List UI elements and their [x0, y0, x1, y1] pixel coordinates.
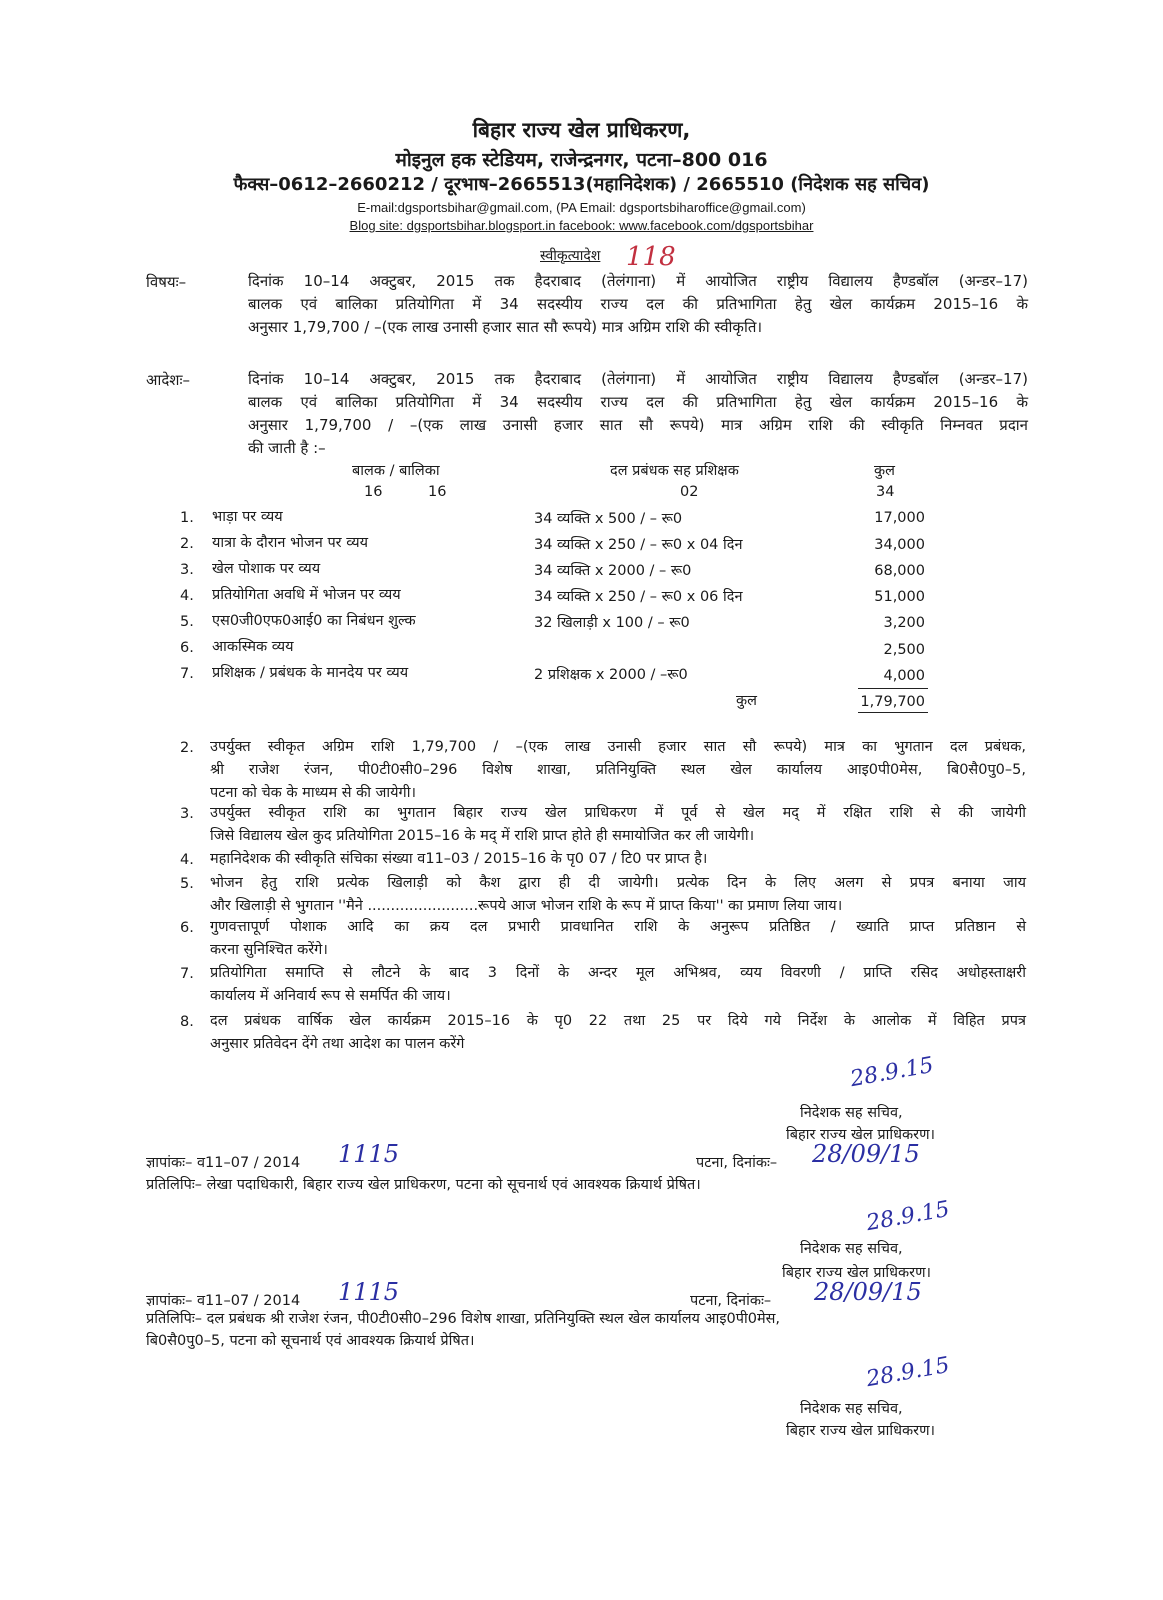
point-text [210, 962, 1026, 1008]
row-number: 7. [180, 666, 194, 682]
team-col-players: बालक / बालिका [352, 463, 440, 479]
point-line: भोजन हेतु राशि प्रत्येक खिलाड़ी को कैश द्वारा ही दी जायेगी। प्रत्येक दिन के लिए अलग से प्रपत्र बनाया जाय [210, 875, 1026, 891]
row-number: 5. [180, 614, 194, 630]
row-amount: 4,000 [883, 668, 925, 684]
memo1-copy: प्रतिलिपिः– लेखा पदाधिकारी, बिहार राज्य खेल प्राधिकरण, पटना को सूचनार्थ एवं आवश्यक क्रियार्थ प्रेषित। [146, 1177, 701, 1193]
team-girls: 16 [428, 484, 447, 500]
point-line: पटना को चेक के माध्यम से की जायेगी। [210, 785, 416, 801]
team-staff: 02 [680, 484, 699, 500]
point-line: प्रतियोगिता समाप्ति से लौटने के बाद 3 दिनों के अन्दर मूल अभिश्रव, व्यय विवरणी / प्राप्ति रसिद अधोहस्ताक्षरी [210, 965, 1026, 981]
point-number: 8. [180, 1014, 194, 1030]
row-label: भाड़ा पर व्यय [212, 509, 283, 525]
row-number: 6. [180, 640, 194, 656]
row-amount: 17,000 [874, 510, 925, 526]
row-label: प्रशिक्षक / प्रबंधक के मानदेय पर व्यय [212, 665, 409, 681]
point-number: 6. [180, 920, 194, 936]
memo2-place-date: पटना, दिनांकः– [690, 1293, 772, 1309]
total-label: कुल [736, 693, 757, 709]
header-web: Blog site: dgsportsbihar.blogsport.in facebook: www.facebook.com/dgsportsbihar [349, 218, 814, 233]
row-amount: 3,200 [883, 615, 925, 631]
memo2-copy-line2: बि0सै0पु0–5, पटना को सूचनार्थ एवं आवश्यक क्रियार्थ प्रेषित। [146, 1333, 475, 1349]
point-line: दल प्रबंधक वार्षिक खेल कार्यक्रम 2015–16 के पृ0 22 तथा 25 पर दिये गये निर्देश के आलोक में विहित प्रपत्र [210, 1013, 1026, 1029]
row-amount: 34,000 [874, 537, 925, 553]
header-contact: फैक्स–0612–2660212 / दूरभाष–2665513(महानिदेशक) / 2665510 (निदेशक सह सचिव) [233, 174, 930, 195]
point-number: 7. [180, 966, 194, 982]
signatory-designation: निदेशक सह सचिव, [800, 1401, 903, 1417]
memo1-ref-number: 1115 [338, 1140, 400, 1168]
header-email: E-mail:dgsportsbihar@gmail.com, (PA Email: dgsportsbiharoffice@gmail.com) [357, 200, 806, 215]
signature-initials: 28.9.15 [864, 1352, 952, 1393]
team-col-total: कुल [874, 463, 895, 479]
point-text [210, 872, 1026, 918]
row-calc: 34 व्यक्ति x 250 / – रू0 x 04 दिन [534, 537, 743, 553]
order-number: 118 [626, 242, 676, 272]
subject-line: दिनांक 10–14 अक्टुबर, 2015 तक हैदराबाद (तेलंगाना) में आयोजित राष्ट्रीय विद्यालय हैण्डबॉल (अन्डर–17) [248, 272, 1028, 290]
order-line: बालक एवं बालिका प्रतियोगिता में 34 सदस्यीय राज्य दल की प्रतिभागिता हेतु खेल कार्यक्रम 2015–16 के [248, 393, 1028, 411]
point-text [210, 848, 1026, 871]
row-calc: 34 व्यक्ति x 2000 / – रू0 [534, 563, 692, 579]
row-amount: 68,000 [874, 563, 925, 579]
header-address: मोइनुल हक स्टेडियम, राजेन्द्रनगर, पटना–800 016 [395, 149, 768, 171]
point-number: 3. [180, 806, 194, 822]
row-amount: 51,000 [874, 589, 925, 605]
subject-text [248, 270, 1028, 339]
header-org-name: बिहार राज्य खेल प्राधिकरण, [472, 118, 691, 142]
point-text [210, 736, 1026, 805]
signatory-organisation: बिहार राज्य खेल प्राधिकरण। [786, 1127, 936, 1143]
row-label: प्रतियोगिता अवधि में भोजन पर व्यय [212, 587, 401, 603]
order-line: अनुसार 1,79,700 / –(एक लाख उनासी हजार सात सौ रूपये) मात्र अग्रिम राशि की स्वीकृति निम्नवत प्रदान [248, 416, 1028, 434]
point-line: उपर्युक्त स्वीकृत राशि का भुगतान बिहार राज्य खेल प्राधिकरण में पूर्व से खेल मद् में रक्षित राशि से की जायेगी [210, 805, 1026, 821]
point-text [210, 802, 1026, 848]
point-number: 4. [180, 852, 194, 868]
order-title: स्वीकृत्यादेश [540, 248, 601, 264]
order-label: आदेशः– [146, 371, 191, 389]
memo2-ref-number: 1115 [338, 1278, 400, 1306]
subject-line: बालक एवं बालिका प्रतियोगिता में 34 सदस्यीय राज्य दल की प्रतिभागिता हेतु खेल कार्यक्रम 2015–16 के [248, 295, 1028, 313]
memo2-copy-line1: प्रतिलिपिः– दल प्रबंधक श्री राजेश रंजन, पी0टी0सी0–296 विशेष शाखा, प्रतिनियुक्ति स्थल खेल कार्यालय आइ0पी0मेस, [146, 1311, 781, 1327]
point-line: कार्यालय में अनिवार्य रूप से समर्पित की जाय। [210, 988, 451, 1004]
row-calc: 32 खिलाड़ी x 100 / – रू0 [534, 615, 690, 631]
signatory-organisation: बिहार राज्य खेल प्राधिकरण। [786, 1423, 936, 1439]
memo1-ref: ज्ञापांकः– व11–07 / 2014 [146, 1155, 301, 1171]
row-calc: 34 व्यक्ति x 500 / – रू0 [534, 511, 683, 527]
subject-line: अनुसार 1,79,700 / –(एक लाख उनासी हजार सात सौ रूपये) मात्र अग्रिम राशि की स्वीकृति। [248, 318, 763, 336]
team-boys: 16 [364, 484, 383, 500]
signature-initials: 28.9.15 [864, 1196, 952, 1237]
row-label: यात्रा के दौरान भोजन पर व्यय [212, 535, 368, 551]
signatory-designation: निदेशक सह सचिव, [800, 1105, 903, 1121]
row-label: आकस्मिक व्यय [212, 639, 294, 655]
memo2-date: 28/09/15 [814, 1278, 922, 1306]
row-number: 1. [180, 510, 194, 526]
signature-initials: 28.9.15 [848, 1052, 936, 1093]
memo1-place-date: पटना, दिनांकः– [696, 1155, 778, 1171]
point-number: 5. [180, 876, 194, 892]
point-line: करना सुनिश्चित करेंगे। [210, 942, 328, 958]
signatory-organisation: बिहार राज्य खेल प्राधिकरण। [782, 1265, 932, 1281]
order-line: दिनांक 10–14 अक्टुबर, 2015 तक हैदराबाद (तेलंगाना) में आयोजित राष्ट्रीय विद्यालय हैण्डबॉल (अन्डर–17) [248, 370, 1028, 388]
subject-label: विषयः– [146, 273, 187, 291]
point-line: अनुसार प्रतिवेदन देंगे तथा आदेश का पालन करेंगे [210, 1036, 465, 1052]
signatory-designation: निदेशक सह सचिव, [800, 1241, 903, 1257]
point-line: महानिदेशक की स्वीकृति संचिका संख्या व11–03 / 2015–16 के पृ0 07 / टि0 पर प्राप्त है। [210, 851, 708, 867]
row-calc: 34 व्यक्ति x 250 / – रू0 x 06 दिन [534, 589, 743, 605]
point-line: उपर्युक्त स्वीकृत अग्रिम राशि 1,79,700 / –(एक लाख उनासी हजार सात सौ रूपये) मात्र का भुगतान दल प्रबंधक, [210, 739, 1026, 755]
row-label: खेल पोशाक पर व्यय [212, 561, 321, 577]
team-total: 34 [876, 484, 895, 500]
total-rule [858, 712, 928, 713]
point-number: 2. [180, 740, 194, 756]
row-number: 2. [180, 536, 194, 552]
row-number: 3. [180, 562, 194, 578]
point-line: जिसे विद्यालय खेल कुद प्रतियोगिता 2015–16 के मद् में राशि प्राप्त होते ही समायोजित कर ली जायेगी। [210, 828, 755, 844]
row-calc: 2 प्रशिक्षक x 2000 / –रू0 [534, 667, 688, 683]
memo2-ref: ज्ञापांकः– व11–07 / 2014 [146, 1293, 301, 1309]
point-text [210, 916, 1026, 962]
point-line: गुणवत्तापूर्ण पोशाक आदि का क्रय दल प्रभारी प्रावधानित राशि के अनुरूप प्रतिष्ठित / ख्याति प्राप्त प्रतिष्ठान से [210, 919, 1026, 935]
point-line: और खिलाड़ी से भुगतान ''मैने ........................रूपये आज भोजन राशि के रूप में प्राप्त किया'' का प्रमाण लिया जाय। [210, 898, 843, 914]
point-line: श्री राजेश रंजन, पी0टी0सी0–296 विशेष शाखा, प्रतिनियुक्ति स्थल खेल कार्यालय आइ0पी0मेस, बि0सै0पु0–5, [210, 762, 1026, 778]
team-col-staff: दल प्रबंधक सह प्रशिक्षक [610, 463, 739, 479]
total-amount: 1,79,700 [860, 694, 925, 710]
subtotal-rule [858, 688, 928, 689]
row-amount: 2,500 [883, 642, 925, 658]
row-label: एस0जी0एफ0आई0 का निबंधन शुल्क [212, 613, 416, 629]
order-line: की जाती है :– [248, 439, 326, 457]
order-text [248, 368, 1028, 460]
memo1-date: 28/09/15 [812, 1140, 920, 1168]
row-number: 4. [180, 588, 194, 604]
point-text [210, 1010, 1026, 1056]
